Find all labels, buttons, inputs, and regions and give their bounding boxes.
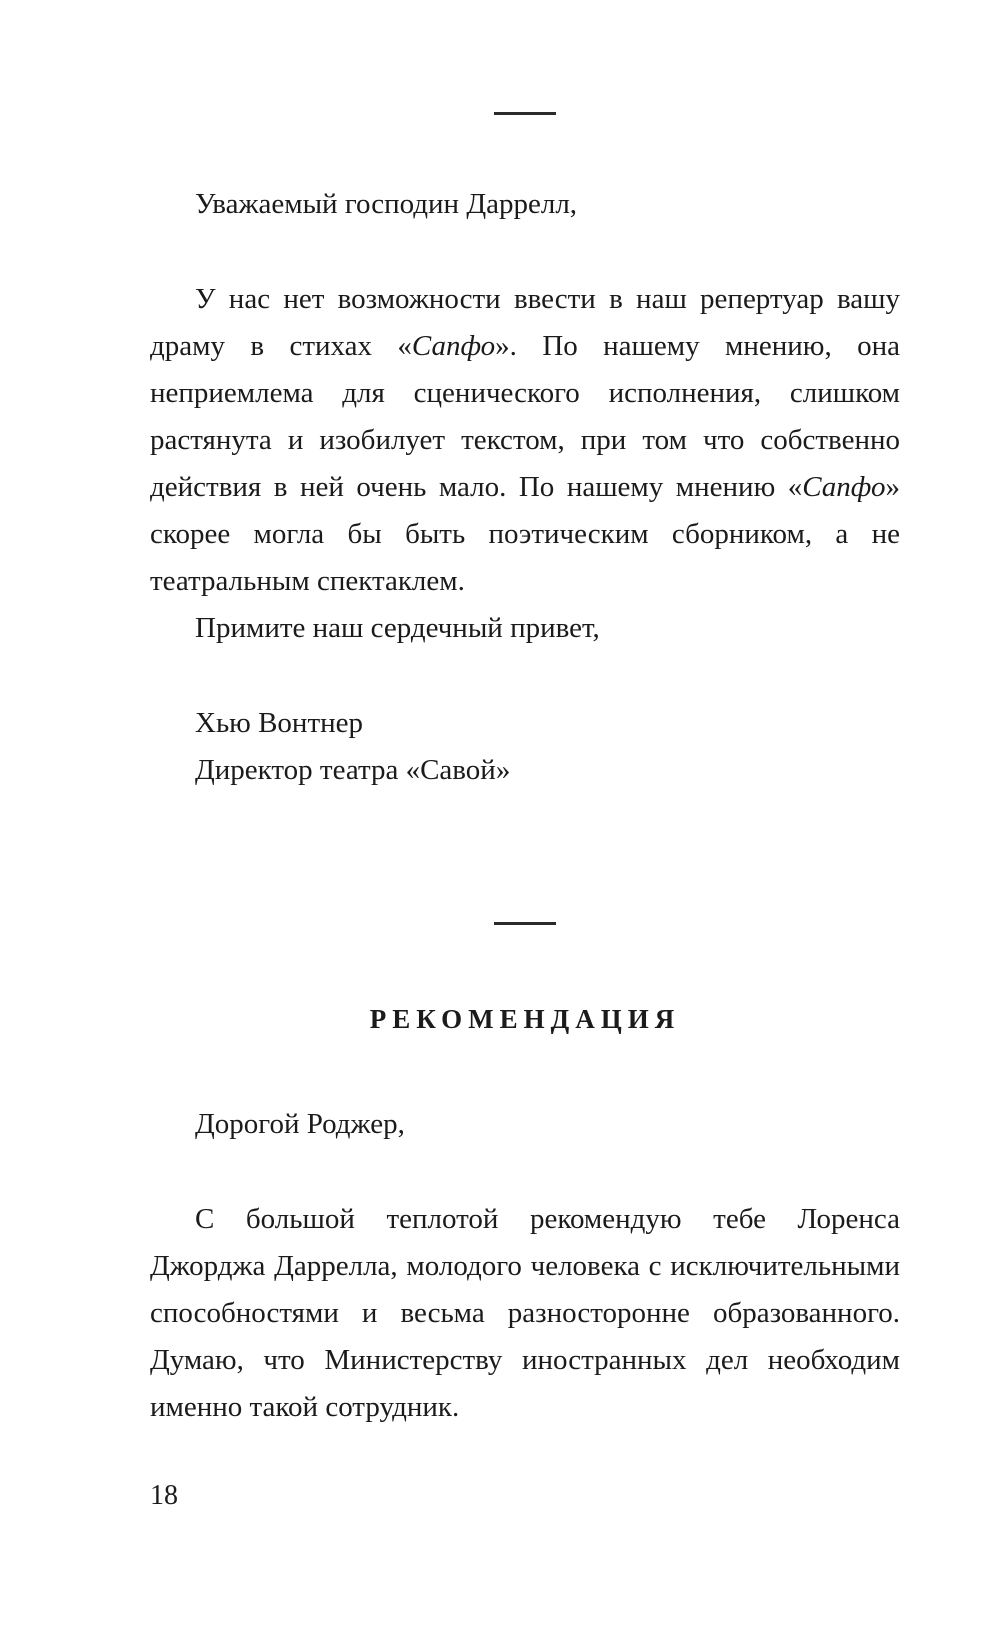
- letter-body-seg3: ». По нашему мнению, она неприемлема для сценического исполнения, слишком растянута и изобилует текстом, при том что собственно действия в ней очень мало. По нашему мнению «: [150, 330, 900, 503]
- section-divider-middle: [494, 922, 556, 925]
- play-title-italic-2: Сапфо: [802, 471, 886, 503]
- page-number: 18: [150, 1480, 178, 1511]
- play-title-italic: Сапфо: [411, 330, 496, 362]
- section-divider-top: [494, 112, 556, 115]
- letter-closing: Примите наш сердечный привет,: [195, 612, 600, 644]
- recommendation-body-paragraph: С большой теплотой рекомендую тебе Лоренса Джорджа Даррелла, молодого человека с исключительными способностями и весьма разносторонне образованного. Думаю, что Министерству иностранных дел необходим именно такой сотрудник.: [150, 1203, 900, 1423]
- recommendation-salutation: Дорогой Роджер,: [195, 1108, 405, 1140]
- signature-title: Директор театра «Савой»: [195, 754, 511, 786]
- letter-body-paragraph: [150, 276, 900, 605]
- letter-salutation: Уважаемый господин Даррелл,: [195, 188, 578, 220]
- letter-body-seg1: У нас нет возможности ввести в наш репертуар вашу драму в стихах «: [150, 283, 900, 362]
- letter-body-seg5: » скорее могла бы быть поэтическим сборником, а не театральным спектаклем.: [150, 471, 900, 597]
- signature-name: Хью Вонтнер: [195, 707, 364, 739]
- section-heading: РЕКОМЕНДАЦИЯ: [369, 1004, 681, 1034]
- signature-block: [150, 700, 900, 794]
